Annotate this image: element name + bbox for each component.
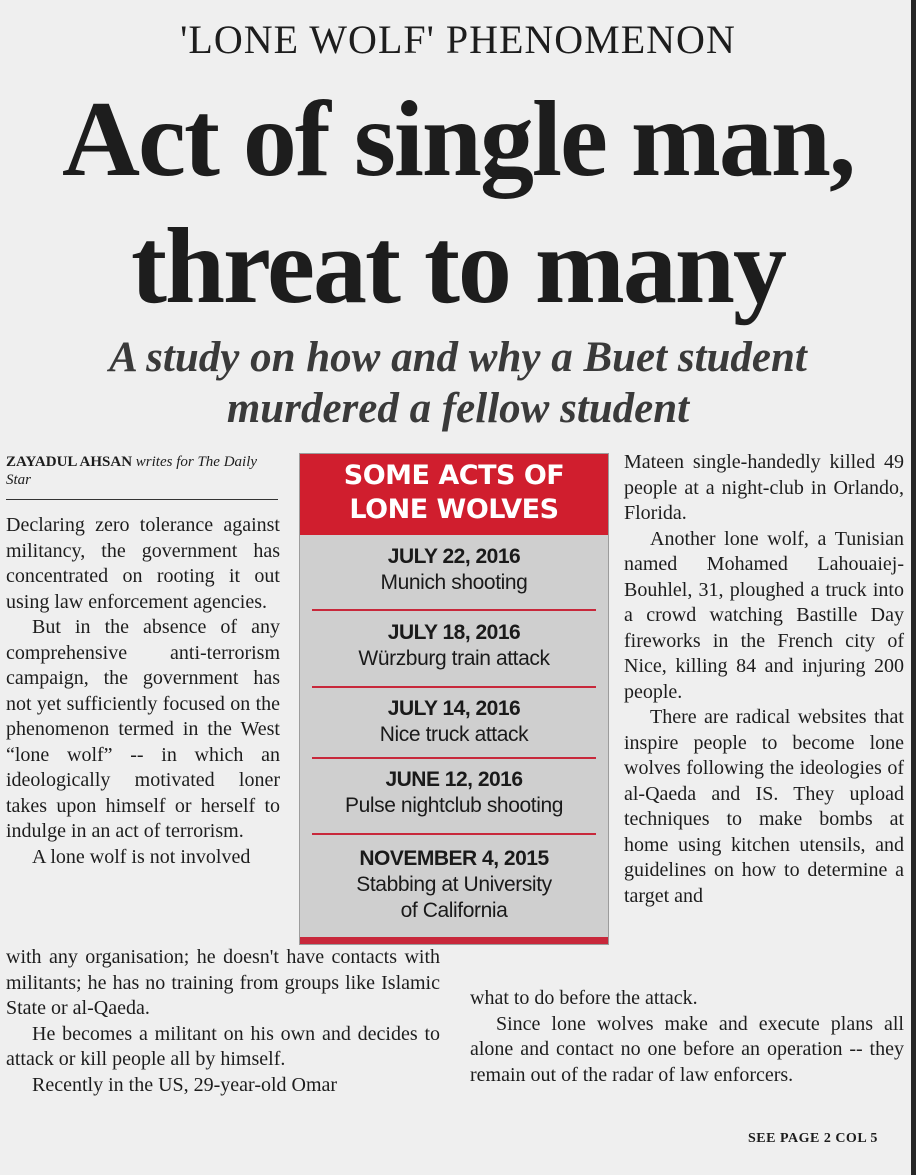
column-3-bottom [470,986,904,1088]
paragraph: with any organisation; he doesn't have contacts with militants; he has no training from groups like Islamic State or al-Qaeda. [6,946,440,1019]
sidebar-entry [300,620,608,672]
entry-event: Pulse nightclub shooting [344,794,564,817]
entry-divider [312,833,596,835]
entry-event-line-2: of California [400,899,508,922]
paragraph: Declaring zero tolerance against militancy, the government has concentrated on rooting it out using law enforcement agencies. [6,514,280,613]
column-3 [624,450,904,909]
subhead-line-1: A study on how and why a Buet student [109,334,807,381]
byline-rule [6,499,278,500]
kicker: 'LONE WOLF' PHENOMENON [180,17,736,62]
entry-event: Nice truck attack [379,723,529,746]
paragraph: what to do before the attack. [470,987,698,1009]
sidebar-entry [300,767,608,819]
paragraph: Another lone wolf, a Tunisian named Mohamed Lahouaiej-Bouhlel, 31, ploughed a truck into a crowd watching Bastille Day fireworks in the French city of Nice, killing 84 and injuring 200 people. [624,527,904,703]
entry-divider [312,757,596,759]
paragraph: Recently in the US, 29-year-old Omar [32,1073,338,1096]
entry-event: Würzburg train attack [358,647,550,670]
subhead-line-2: murdered a fellow student [226,385,690,432]
headline-line-1: Act of single man, [62,80,854,199]
column-1 [6,513,280,870]
paragraph: Since lone wolves make and execute plans all alone and contact no one before an operation -- they remain out of the radar of law enforcers. [470,1012,904,1086]
entry-date: JUNE 12, 2016 [385,768,523,791]
entry-date: NOVEMBER 4, 2015 [359,847,549,870]
column-1-bottom [6,945,440,1098]
jump-line: SEE PAGE 2 COL 5 [748,1131,878,1146]
sidebar-footer-bar [300,937,608,944]
sidebar-title-line-1: SOME ACTS OF [343,460,565,491]
paragraph: But in the absence of any comprehensive anti-terrorism campaign, the government has not yet sufficiently focused on the phenomenon termed in the West “lone wolf” -- in which an ideologically motivated loner takes upon himself or herself to indulge in an act of terrorism. [6,616,280,842]
entry-date: JULY 22, 2016 [387,545,521,568]
paragraph: He becomes a militant on his own and decides to attack or kill people all by himself. [6,1022,440,1070]
entry-divider [312,609,596,611]
sidebar-title-line-2: LONE WOLVES [349,494,559,525]
byline-credit: writes for The Daily Star [6,454,258,488]
sidebar-entry [300,846,608,924]
paragraph: A lone wolf is not involved [32,845,251,868]
paragraph: Mateen single-handedly killed 49 people at a night-club in Orlando, Florida. [624,451,904,524]
paragraph: There are radical websites that inspire people to become lone wolves following the ideologies of al-Qaeda and IS. They upload techniques to make bombs at home using kitchen utensils, and guidelines on how to determine a target and [624,706,904,907]
entry-event: Stabbing at University [356,873,552,896]
entry-event: Munich shooting [380,571,528,594]
byline-name: ZAYADUL AHSAN [6,454,133,470]
sidebar-box [299,453,609,945]
sidebar-entry [300,696,608,748]
sidebar-entry [300,544,608,596]
headline-line-2: threat to many [131,207,785,326]
entry-date: JULY 14, 2016 [387,697,521,720]
entry-divider [312,686,596,688]
sidebar-header [300,454,608,535]
byline [6,453,278,489]
entry-date: JULY 18, 2016 [387,621,521,644]
